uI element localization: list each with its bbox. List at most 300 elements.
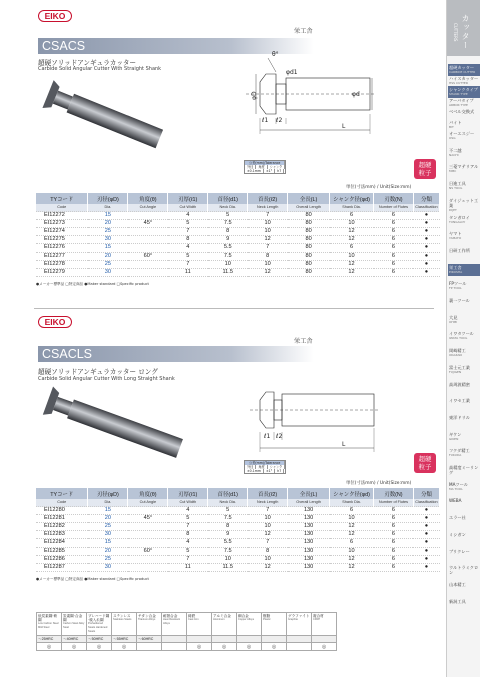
table-cell: 8: [208, 228, 248, 236]
tool-dimension-drawing: [250, 372, 380, 457]
table-cell: 12: [248, 268, 288, 276]
sidebar-item[interactable]: 日研工作所: [449, 247, 470, 253]
material-cell: [262, 636, 287, 643]
column-subheader: Code: [36, 499, 88, 507]
product-title-jp: 超硬ソリッドアンギュラカッター ロング: [38, 368, 158, 376]
table-cell: 9: [208, 531, 248, 539]
sidebar-item[interactable]: ミシガン: [449, 531, 466, 537]
table-cell: 10: [208, 555, 248, 563]
table-cell: 10: [330, 220, 374, 228]
sidebar-item[interactable]: 東洋ドリル: [449, 414, 470, 420]
table-cell: 130: [288, 547, 330, 555]
material-cell: 樹脂 Plastic: [262, 613, 287, 636]
table-cell: 4: [168, 244, 208, 252]
maker-name: 栄工舎: [294, 28, 313, 35]
table-cell: 130: [288, 563, 330, 571]
table-cell: [128, 212, 168, 220]
column-header: 首長(ℓ2): [248, 193, 288, 204]
material-cell: ◎: [237, 643, 262, 651]
table-row: [36, 539, 440, 547]
sidebar-item[interactable]: 富士元工業 FUJIGEN: [449, 364, 470, 374]
table-cell: 20: [88, 252, 128, 260]
material-cell: [162, 643, 187, 651]
table-subheader-row: [36, 499, 440, 507]
svg-text:φD: φD: [251, 91, 258, 100]
material-cell: ◎: [112, 643, 137, 651]
table-cell: EI12287: [36, 563, 88, 571]
sidebar-item[interactable]: 三菱マテリアル MMC: [449, 164, 479, 174]
column-header: 角度(θ): [128, 488, 168, 499]
index-sidebar: [446, 0, 480, 677]
table-cell: 7: [168, 260, 208, 268]
table-cell: 6: [330, 539, 374, 547]
table-cell: 6: [374, 555, 414, 563]
table-cell: 60°: [128, 252, 168, 260]
table-cell: 7.5: [208, 252, 248, 260]
material-cell: 低炭素鋼·軟鋼 Low Carbon Steel Mild Steel: [37, 613, 62, 636]
column-header: TYコード: [36, 488, 88, 499]
table-cell: 10: [208, 260, 248, 268]
table-cell: ●: [413, 563, 439, 571]
table-cell: 6: [374, 220, 414, 228]
table-cell: 10: [248, 220, 288, 228]
table-cell: 4: [168, 507, 208, 515]
table-cell: ●: [413, 515, 439, 523]
column-header: 角度(θ): [128, 193, 168, 204]
table-cell: 6: [374, 547, 414, 555]
material-cell: [237, 636, 262, 643]
table-cell: [128, 555, 168, 563]
table-cell: 7: [168, 555, 208, 563]
table-cell: 60°: [128, 547, 168, 555]
category-tab[interactable]: カッター CUTTERS: [447, 0, 480, 56]
sidebar-item[interactable]: 栄工舎 EIKOSHA: [448, 264, 480, 276]
table-row: [36, 547, 440, 555]
legend: ●メーカー標準品 □特定商品 ●Maker standard □Specific product: [36, 577, 149, 581]
table-cell: 11: [168, 268, 208, 276]
table-cell: [128, 539, 168, 547]
table-cell: ●: [413, 252, 439, 260]
sidebar-item[interactable]: イワセ工業: [449, 398, 470, 404]
table-cell: 10: [330, 547, 374, 555]
sidebar-item[interactable]: MAツール MA TOOL: [449, 481, 468, 491]
column-subheader: Overall Length: [288, 499, 330, 507]
table-cell: EI12275: [36, 236, 88, 244]
sidebar-item[interactable]: シャンクタイプ SHANK TYPE: [448, 86, 480, 98]
material-cell: [162, 636, 187, 643]
unit-note: 単位(寸法mm) / Unit(Size:mm): [346, 185, 412, 190]
sidebar-item[interactable]: バイト BIT: [449, 120, 462, 129]
material-cell: ◎: [212, 643, 237, 651]
product-title-jp: 超硬ソリッドアンギュラカッター: [38, 59, 137, 67]
table-cell: 15: [88, 539, 128, 547]
table-cell: 6: [330, 244, 374, 252]
table-cell: EI12278: [36, 260, 88, 268]
material-cell: [287, 643, 312, 651]
column-subheader: Dia.: [88, 204, 128, 212]
material-cell: ◎: [187, 643, 212, 651]
table-cell: 7.5: [208, 515, 248, 523]
table-cell: 30: [88, 563, 128, 571]
table-cell: 6: [374, 507, 414, 515]
table-cell: EI12282: [36, 523, 88, 531]
table-cell: ●: [413, 260, 439, 268]
table-cell: 130: [288, 555, 330, 563]
column-header: 首径(d1): [208, 488, 248, 499]
column-subheader: Cut Angle: [128, 204, 168, 212]
table-cell: 30: [88, 531, 128, 539]
table-cell: 12: [330, 523, 374, 531]
table-cell: 6: [374, 563, 414, 571]
table-row: [36, 228, 440, 236]
table-cell: 30: [88, 236, 128, 244]
table-cell: ●: [413, 220, 439, 228]
material-cell: ◎: [312, 643, 337, 651]
table-cell: 15: [88, 212, 128, 220]
sidebar-item[interactable]: 不二越 NACHI: [449, 147, 462, 157]
tool-photo: [40, 76, 170, 156]
tolerance-box: 公差(mm)/Tolerance 外径 角度 シャンク ±0.1mm ±1° h7: [244, 160, 286, 174]
table-cell: 80: [288, 236, 330, 244]
table-cell: EI12279: [36, 268, 88, 276]
table-row: [36, 268, 440, 276]
material-cell: 複合材 CFRP: [312, 613, 337, 636]
table-cell: 5: [168, 547, 208, 555]
column-subheader: Number of Flutes: [374, 204, 414, 212]
table-cell: [128, 260, 168, 268]
svg-text:θ°: θ°: [272, 51, 279, 58]
table-cell: 5: [208, 507, 248, 515]
table-cell: [128, 228, 168, 236]
table-cell: 11: [168, 563, 208, 571]
table-cell: 80: [288, 244, 330, 252]
column-header: 刃厚(ℓ1): [168, 193, 208, 204]
column-header: 刃数(N): [374, 193, 414, 204]
sidebar-item[interactable]: 岡崎精工 OKAZAKI: [449, 348, 466, 358]
column-subheader: Number of Flutes: [374, 499, 414, 507]
column-header: シャンク径(φd): [330, 488, 374, 499]
table-cell: 25: [88, 523, 128, 531]
table-header-row: [36, 488, 440, 499]
sidebar-item[interactable]: 山本精工: [449, 581, 466, 587]
section-divider: [34, 308, 434, 309]
sidebar-item[interactable]: ウルトラミクロン: [449, 565, 479, 576]
table-cell: 8: [168, 236, 208, 244]
sidebar-item[interactable]: プリクレー: [449, 548, 470, 554]
table-cell: 11.5: [208, 563, 248, 571]
table-cell: 5.5: [208, 244, 248, 252]
sidebar-item[interactable]: タンガロイ TUNGALOY: [449, 214, 470, 224]
table-row: [36, 507, 440, 515]
table-cell: 6: [330, 212, 374, 220]
table-cell: EI12276: [36, 244, 88, 252]
eiko-logo: EIKO: [38, 316, 72, 328]
table-cell: 7: [168, 228, 208, 236]
table-cell: 7.5: [208, 547, 248, 555]
sidebar-item[interactable]: ダイジェット工業 DIJET: [449, 197, 479, 212]
column-subheader: Neck Length: [248, 499, 288, 507]
table-cell: 45°: [128, 220, 168, 228]
table-cell: [128, 507, 168, 515]
table-cell: [128, 523, 168, 531]
material-cell: ステンレス Stainless Steels: [112, 613, 137, 636]
material-cell: チタン合金 Titanium Alloys: [137, 613, 162, 636]
column-header: 刃径(φD): [88, 193, 128, 204]
sidebar-item[interactable]: オーエスジー OSG: [449, 131, 475, 140]
column-subheader: Dia.: [88, 499, 128, 507]
table-cell: 5.5: [208, 539, 248, 547]
table-cell: 12: [330, 260, 374, 268]
table-cell: 80: [288, 252, 330, 260]
svg-text:φd1: φd1: [286, 69, 298, 76]
sidebar-item[interactable]: イワタツール IWATA TOOL: [449, 331, 474, 341]
sidebar-item[interactable]: フクダ精工 FUKUDA: [449, 448, 470, 458]
table-row: [36, 563, 440, 571]
table-cell: ●: [413, 244, 439, 252]
table-cell: 10: [248, 260, 288, 268]
material-cell: ◎: [262, 643, 287, 651]
sidebar-item[interactable]: 裏一ツール: [449, 298, 470, 303]
table-cell: ●: [413, 531, 439, 539]
table-cell: 12: [330, 268, 374, 276]
product-title-en: Carbide Solid Angular Cutter With Straight Shank: [38, 66, 162, 72]
table-cell: 6: [374, 268, 414, 276]
column-subheader: Cut Width: [168, 499, 208, 507]
table-cell: EI12277: [36, 252, 88, 260]
column-header: 刃数(N): [374, 488, 414, 499]
table-cell: 130: [288, 507, 330, 515]
table-cell: 12: [248, 236, 288, 244]
table-cell: 8: [168, 531, 208, 539]
table-cell: EI12272: [36, 212, 88, 220]
sidebar-item[interactable]: WEBA: [449, 498, 462, 504]
table-cell: 6: [374, 212, 414, 220]
table-cell: ●: [413, 268, 439, 276]
table-cell: 6: [374, 244, 414, 252]
table-cell: 20: [88, 547, 128, 555]
material-cell: [287, 636, 312, 643]
table-cell: 4: [168, 212, 208, 220]
table-cell: 5: [168, 252, 208, 260]
table-cell: 25: [88, 228, 128, 236]
tolerance-box: 公差(mm)/Tolerance 外径 角度 シャンク ±0.1mm ±1° h7: [244, 460, 286, 474]
table-cell: 5: [168, 515, 208, 523]
table-cell: 12: [330, 531, 374, 539]
column-header: シャンク径(φd): [330, 193, 374, 204]
table-cell: EI12286: [36, 555, 88, 563]
column-header: 全長(L): [288, 193, 330, 204]
table-cell: [128, 244, 168, 252]
table-cell: 8: [208, 523, 248, 531]
column-header: 首長(ℓ2): [248, 488, 288, 499]
column-subheader: Classification: [413, 204, 439, 212]
table-cell: 6: [330, 507, 374, 515]
material-cell: 〜60HRC: [137, 636, 162, 643]
column-subheader: Shank Dia.: [330, 204, 374, 212]
material-cell: ◎: [87, 643, 112, 651]
series-title: CSACLS: [38, 346, 314, 362]
table-subheader-row: [36, 204, 440, 212]
svg-text:φd: φd: [352, 91, 360, 98]
table-cell: EI12273: [36, 220, 88, 228]
material-suitability-table: [36, 612, 337, 651]
material-cell: プレハード鋼·焼入れ鋼 Prehardened Steels Hardened Steels: [87, 613, 112, 636]
table-row: [36, 260, 440, 268]
table-cell: 30: [88, 268, 128, 276]
table-cell: 8: [248, 252, 288, 260]
table-cell: 7: [248, 212, 288, 220]
sidebar-item[interactable]: ハイスカッター HSS CUTTER: [449, 76, 479, 85]
column-subheader: Code: [36, 204, 88, 212]
sidebar-item[interactable]: エラー社: [449, 515, 466, 521]
table-cell: 4: [168, 539, 208, 547]
table-cell: 6: [374, 236, 414, 244]
table-cell: 20: [88, 220, 128, 228]
svg-text:ℓ1: ℓ1: [262, 117, 269, 124]
column-header: 分類: [413, 193, 439, 204]
table-cell: 10: [330, 515, 374, 523]
column-header: 全長(L): [288, 488, 330, 499]
table-cell: [128, 531, 168, 539]
svg-text:L: L: [342, 123, 346, 130]
table-cell: 80: [288, 220, 330, 228]
table-cell: ●: [413, 236, 439, 244]
sidebar-item[interactable]: 大見 OHMI: [449, 314, 458, 324]
table-cell: 6: [374, 531, 414, 539]
column-header: TYコード: [36, 193, 88, 204]
maker-name: 栄工舎: [294, 338, 313, 345]
table-cell: 10: [248, 555, 288, 563]
table-cell: 80: [288, 260, 330, 268]
sidebar-item[interactable]: ヤマト YAMATO: [449, 231, 462, 241]
table-cell: 15: [88, 244, 128, 252]
table-cell: EI12285: [36, 547, 88, 555]
material-cell: アルミ合金 Aluminum: [212, 613, 237, 636]
material-cell: 〜25HRC: [37, 636, 62, 643]
table-cell: 7: [248, 244, 288, 252]
table-cell: EI12284: [36, 539, 88, 547]
table-cell: 12: [248, 531, 288, 539]
column-header: 刃厚(ℓ1): [168, 488, 208, 499]
table-cell: 5: [168, 220, 208, 228]
sidebar-item[interactable]: ギケン GIKEN: [449, 431, 462, 441]
material-cell: 〜40HRC: [62, 636, 87, 643]
sidebar-item[interactable]: ベベル交換式: [449, 109, 475, 114]
table-cell: EI12274: [36, 228, 88, 236]
column-subheader: Cut Width: [168, 204, 208, 212]
table-cell: 11.5: [208, 268, 248, 276]
legend: ●メーカー標準品 □特定商品 ●Maker standard □Specific product: [36, 282, 149, 286]
unit-note: 単位(寸法mm) / Unit(Size:mm): [346, 481, 412, 486]
sidebar-item[interactable]: 超硬カッター CARBIDE CUTTER: [448, 64, 480, 76]
table-cell: 130: [288, 539, 330, 547]
column-subheader: Classification: [413, 499, 439, 507]
table-cell: 6: [374, 523, 414, 531]
table-cell: [128, 563, 168, 571]
material-cell: ◎: [37, 643, 62, 651]
svg-text:L: L: [342, 441, 346, 448]
table-row: [36, 252, 440, 260]
table-cell: 80: [288, 268, 330, 276]
tool-dimension-drawing: [246, 44, 376, 139]
carbide-badge: 超硬 粒子: [414, 159, 436, 179]
table-cell: 10: [248, 523, 288, 531]
sidebar-item[interactable]: 高周波精密: [449, 381, 470, 387]
product-title-en: Carbide Solid Angular Cutter With Long Straight Shank: [38, 376, 175, 382]
table-cell: EI12281: [36, 515, 88, 523]
table-cell: 15: [88, 507, 128, 515]
table-cell: 7: [168, 523, 208, 531]
table-cell: 10: [248, 228, 288, 236]
material-cell: [137, 643, 162, 651]
table-cell: 130: [288, 531, 330, 539]
material-cell: [212, 636, 237, 643]
material-cell: [312, 636, 337, 643]
material-cell: ◎: [62, 643, 87, 651]
material-cell: 鋳鉄 Cast Iron: [187, 613, 212, 636]
sidebar-item[interactable]: FPツール FP TOOL: [449, 281, 467, 291]
table-cell: 6: [374, 539, 414, 547]
table-cell: 20: [88, 515, 128, 523]
material-cell: 〜55HRC: [112, 636, 137, 643]
column-subheader: Neck Dia.: [208, 499, 248, 507]
table-header-row: [36, 193, 440, 204]
column-header: 刃径(φD): [88, 488, 128, 499]
table-cell: 6: [374, 260, 414, 268]
table-row: [36, 244, 440, 252]
table-cell: ●: [413, 547, 439, 555]
table-cell: ●: [413, 539, 439, 547]
column-subheader: Neck Length: [248, 204, 288, 212]
table-cell: 5: [208, 212, 248, 220]
table-cell: 7: [248, 539, 288, 547]
table-cell: 80: [288, 212, 330, 220]
table-cell: 25: [88, 555, 128, 563]
svg-text:ℓ1: ℓ1: [264, 433, 271, 440]
table-cell: ●: [413, 212, 439, 220]
eiko-logo: EIKO: [38, 10, 72, 22]
table-row: [36, 531, 440, 539]
material-cell: 耐熱合金 Heat Resistant Alloys: [162, 613, 187, 636]
material-cell: グラファイト Graphite: [287, 613, 312, 636]
column-header: 首径(d1): [208, 193, 248, 204]
series-title: CSACS: [38, 38, 314, 54]
column-subheader: Neck Dia.: [208, 204, 248, 212]
table-cell: 7: [248, 507, 288, 515]
sidebar-item[interactable]: 新潟工具: [449, 598, 466, 604]
table-cell: EI12283: [36, 531, 88, 539]
column-subheader: Cut Angle: [128, 499, 168, 507]
table-cell: ●: [413, 555, 439, 563]
sidebar-item[interactable]: 日進工具 NS TOOL: [449, 181, 466, 191]
sidebar-item[interactable]: 高精度ミーリング: [449, 465, 479, 475]
table-cell: 12: [330, 563, 374, 571]
spec-table-csacls: [36, 488, 440, 572]
table-cell: 9: [208, 236, 248, 244]
svg-text:ℓ2: ℓ2: [276, 117, 283, 124]
spec-table-csacs: [36, 193, 440, 277]
table-cell: 10: [330, 252, 374, 260]
column-header: 分類: [413, 488, 439, 499]
table-cell: 10: [248, 515, 288, 523]
table-row: [36, 523, 440, 531]
sidebar-item[interactable]: アーバタイプ ARBOR TYPE: [449, 98, 474, 107]
table-cell: 12: [330, 236, 374, 244]
carbide-badge: 超硬 粒子: [414, 453, 436, 473]
table-row: [36, 236, 440, 244]
table-cell: 12: [330, 555, 374, 563]
table-cell: 80: [288, 228, 330, 236]
